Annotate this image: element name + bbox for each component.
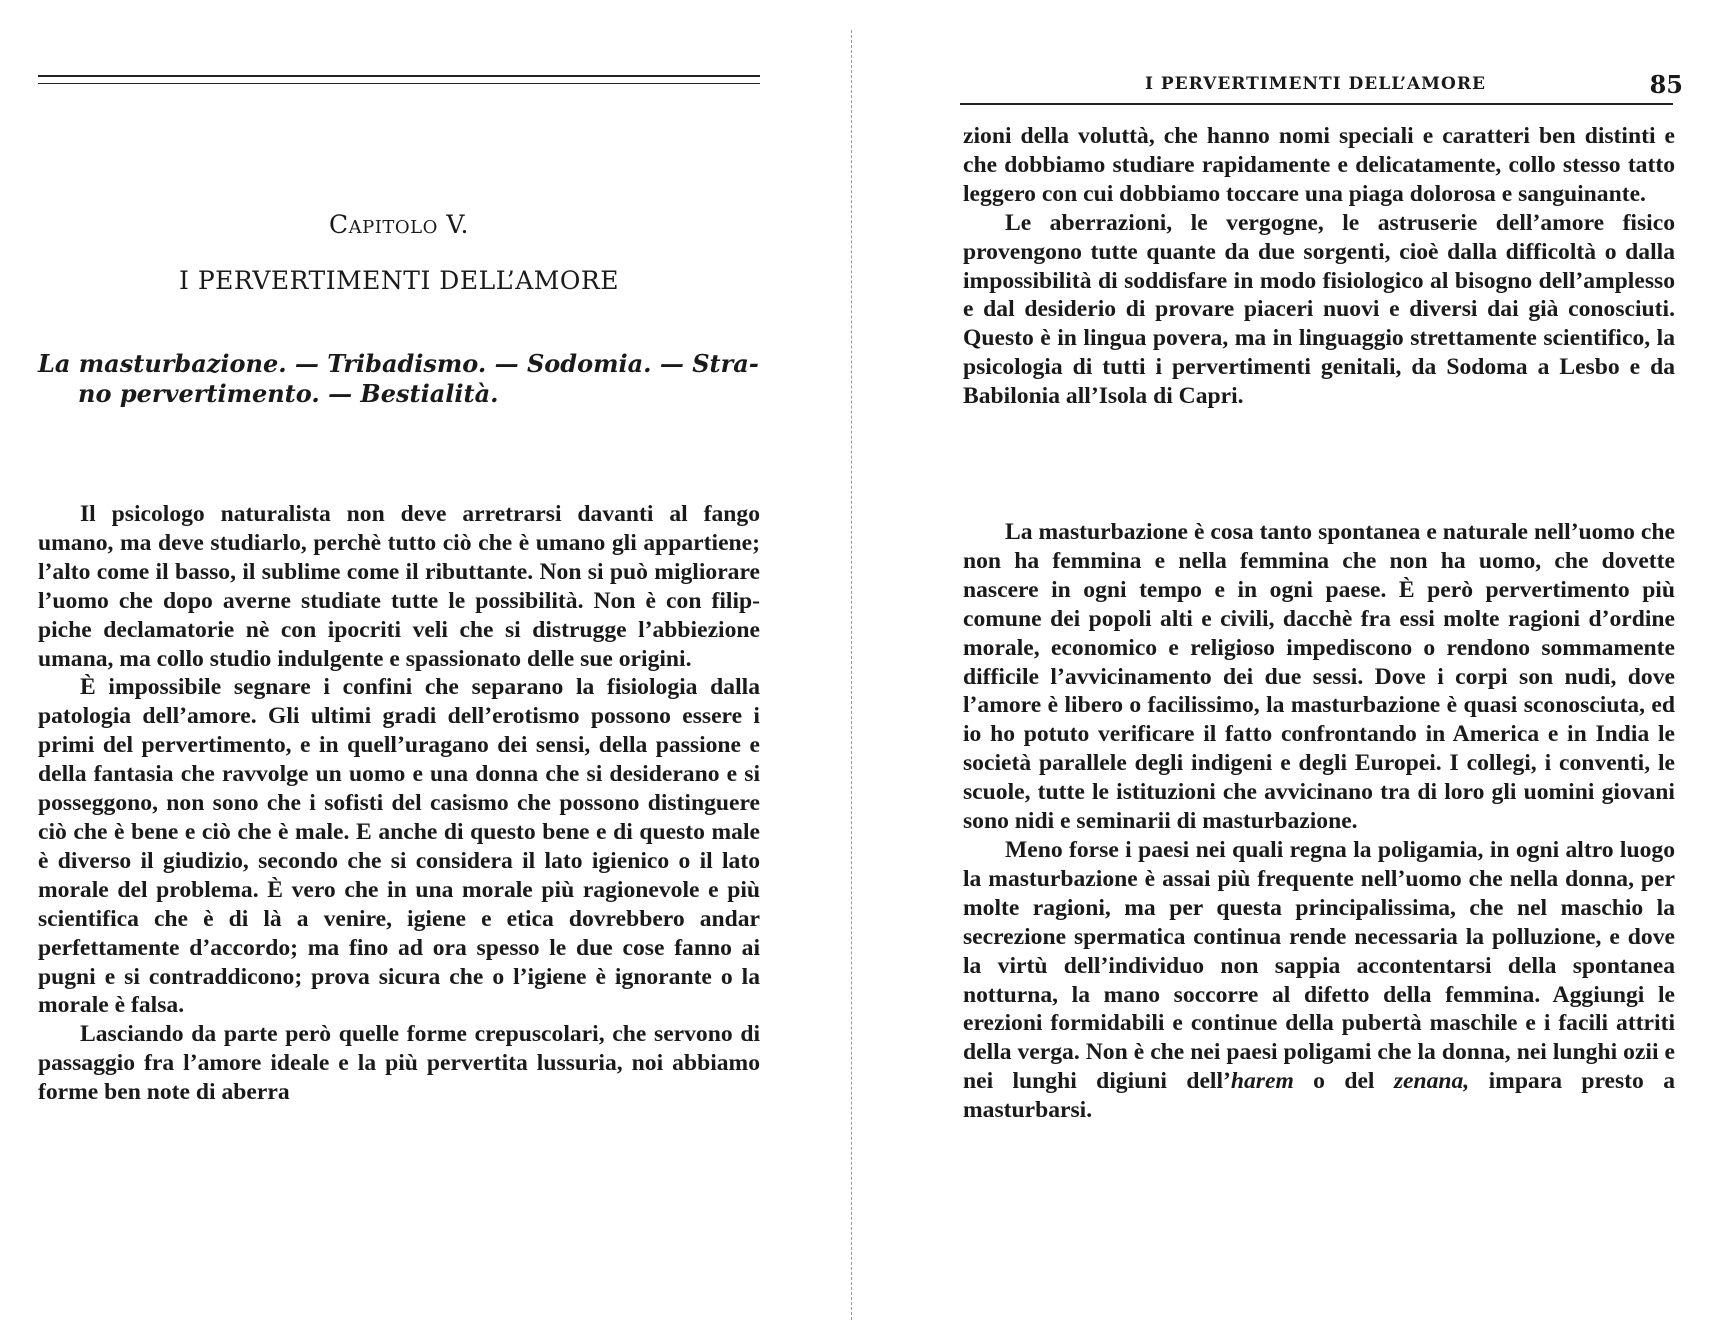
running-head-title: I PERVERTIMENTI DELL’AMORE	[1145, 74, 1486, 94]
running-head	[960, 70, 1710, 102]
paragraph: Il psicologo naturalista non deve arretrarsi davanti al fango umano, ma deve studiarlo, perchè tutto ciò che è umano gli appartiene; l’alto come il basso, il sublime come il ributtante. Non si può migliorare l’uomo che dopo averne studiate tutte le possibilità. Non è con filippiche declamatorie nè con ipocriti veli che si distrugge l’abbiezione umana, ma collo studio indulgente e spassionato delle sue origini.	[38, 501, 760, 672]
paragraph-text: Meno forse i paesi nei quali regna la poligamia, in ogni altro luogo la masturbazione è assai più frequente nell’uomo che nella donna, per molte ragioni, ma per questa principalissima, che nel maschio la secrezione spermatica continua rende necessaria la polluzione, e dove la virtù dell’individuo non sappia accontentarsi della spontanea notturna, la mano soccorre al difetto della femmina. Aggiungi le erezioni formidabili e continue della pubertà maschile e i facili attriti della verga. Non è che nei paesi poligami che la donna, nei lunghi ozii e nei lunghi digiuni dell’	[963, 836, 1675, 1095]
chapter-title: I PERVERTIMENTI DELL’AMORE	[179, 266, 619, 295]
summary-line-1: La masturbazione. — Tribadismo. — Sodomia. — Stra-	[38, 349, 759, 378]
paragraph: Lasciando da parte però quelle forme crepuscolari, che servono di passaggio fra l’amore ideale e la più pervertita lussuria, noi abbiamo forme ben note di aberra	[38, 1021, 760, 1106]
paragraph-text: o del	[1293, 1068, 1394, 1095]
paragraph: La masturbazione è cosa tanto spontanea e naturale nell’uomo che non ha femmina e nella femmina che non ha uomo, che dovette nascere in ogni tempo e in ogni paese. È però pervertimento più comune dei popoli alti e civili, dacchè fra essi molte ragioni d’ordine morale, economico e religioso impediscono o rendono sommamente difficile l’avvicinamento dei due sessi. Dove i corpi son nudi, dove l’amore è libero o facilissimo, la masturbazione è quasi sconosciuta, ed io ho potuto verificare il fatto confrontando in America e in India le società parallele degli indigeni e degli Europei. I collegi, i conventi, le scuole, tutte le istituzioni che avvicinano tra di loro gli uomini giovani sono nidi e seminarii di masturbazione.	[963, 519, 1675, 835]
italic-term: harem	[1230, 1068, 1294, 1095]
chapter-label-text: Capitolo V.	[329, 210, 469, 239]
chapter-label	[38, 210, 760, 239]
right-body-text-top	[963, 122, 1675, 411]
paragraph: zioni della voluttà, che hanno nomi speciali e caratteri ben distinti e che dobbiamo studiare rapidamente e delicatamente, collo stesso tatto leggero con cui dobbiamo toccare una piaga dolorosa e sanguinante.	[963, 123, 1675, 207]
paragraph	[963, 836, 1675, 1125]
page-number: 85	[1649, 70, 1683, 99]
header-rule	[960, 103, 1673, 105]
paragraph: È impossibile segnare i confini che separano la fisiologia dalla patologia dell’amore. Gli ultimi gradi dell’erotismo possono essere i primi del pervertimento, e in quell’uragano dei sensi, della passione e della fantasia che ravvolge un uomo e una donna che si desiderano e si posseggono, non sono che i sofisti del casismo che possono distinguere ciò che è bene e ciò che è male. E anche di questo bene e di questo male è diverso il giudizio, secondo che si considera il lato igienico o il lato morale del problema. È vero che in una morale più ragionevole e più scientifica che è di là a venire, igiene e etica dovrebbero andar perfettamente d’accordo; ma fino ad ora spesso le due cose fanno ai pugni e si contraddicono; prova sicura che o l’igiene è ignorante o la morale è falsa.	[38, 674, 760, 1019]
summary-line-2: no pervertimento. — Bestialità.	[78, 379, 499, 408]
left-body-text	[38, 500, 760, 1107]
paragraph-text: impara presto a masturbarsi.	[963, 1068, 1675, 1124]
paragraph: Le aberrazioni, le vergogne, le astruserie dell’amore fisico provengono tutte quante da due sorgenti, cioè dalla difficoltà o dalla impossibilità di soddisfare in modo fisiologico al bisogno dell’amplesso e dal desiderio di provare piaceri nuovi e diversi dai già conosciuti. Questo è in lingua povera, ma in linguaggio strettamente scientifico, la psicologia di tutti i pervertimenti genitali, da Sodoma a Lesbo e da Babilonia all’Isola di Capri.	[963, 209, 1675, 410]
page-gutter	[851, 30, 852, 1320]
chapter-summary	[38, 349, 760, 409]
right-body-text-bottom	[963, 518, 1675, 1125]
italic-term: zenana,	[1393, 1068, 1470, 1095]
header-double-rule	[38, 75, 760, 84]
